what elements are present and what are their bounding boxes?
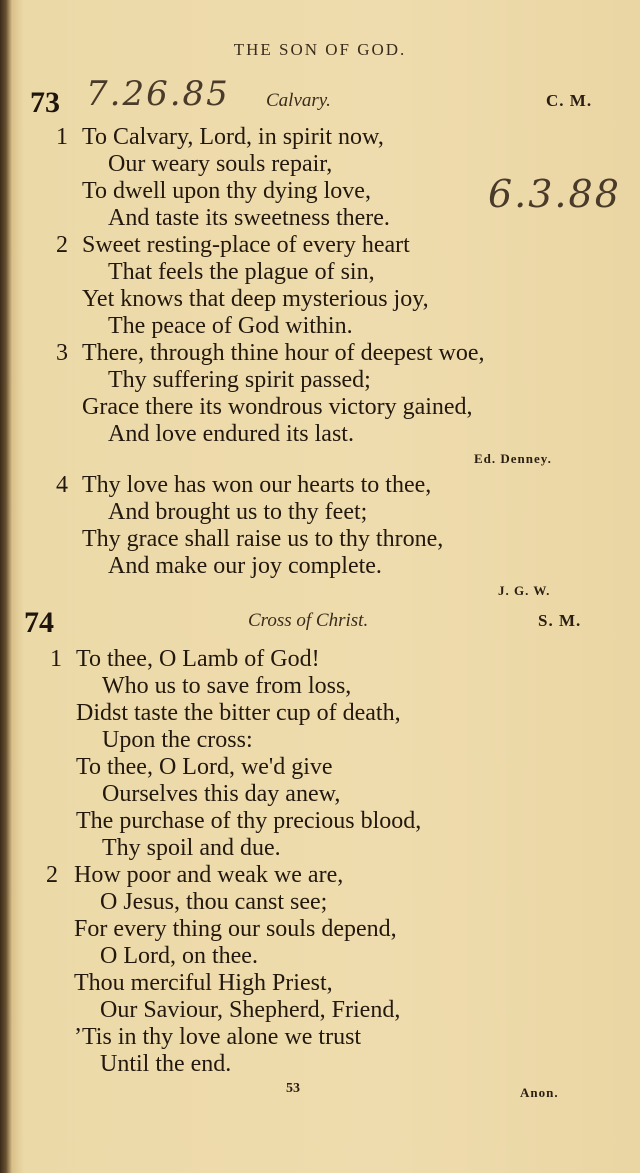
verse-line: To dwell upon thy dying love, — [82, 178, 371, 204]
verse-line: ’Tis in thy love alone we trust — [74, 1024, 362, 1050]
verse-line: To thee, O Lord, we'd give — [76, 754, 333, 780]
verse-line: Didst taste the bitter cup of death, — [76, 700, 401, 726]
page-number: 53 — [286, 1081, 300, 1096]
verse-line: Thy love has won our hearts to thee, — [82, 472, 432, 498]
verse-line: The purchase of thy precious blood, — [76, 808, 422, 834]
verse-line: Until the end. — [100, 1051, 232, 1077]
hymn-73-author-1: Ed. Denney. — [474, 451, 552, 466]
running-head: THE SON OF GOD. — [233, 40, 407, 59]
handwritten-margin-note: 6.3.88 — [488, 172, 621, 216]
verse-number: 4 — [56, 472, 68, 498]
hymn-73-title: Calvary. — [266, 90, 331, 111]
verse-number: 2 — [46, 862, 58, 888]
verse-line: Upon the cross: — [102, 727, 253, 753]
verse-line: For every thing our souls depend, — [74, 916, 397, 942]
verse-number: 1 — [50, 646, 62, 672]
verse-line: And love endured its last. — [108, 421, 354, 447]
verse-line: Who us to save from loss, — [102, 673, 352, 699]
verse-line: Thy suffering spirit passed; — [108, 367, 371, 393]
verse-line: O Lord, on thee. — [100, 943, 258, 969]
verse-number: 1 — [56, 124, 68, 150]
verse-line: O Jesus, thou canst see; — [100, 889, 328, 915]
verse-line: Ourselves this day anew, — [102, 781, 341, 807]
verse-line: And taste its sweetness there. — [108, 205, 390, 231]
verse-line: Yet knows that deep mysterious joy, — [82, 286, 429, 312]
verse-line: How poor and weak we are, — [74, 862, 344, 888]
verse-line: There, through thine hour of deepest woe, — [82, 340, 485, 366]
hymn-74-number: 74 — [24, 606, 54, 639]
verse-line: And make our joy complete. — [108, 553, 382, 579]
verse-line: And brought us to thy feet; — [108, 499, 368, 525]
verse-line: Thou merciful High Priest, — [74, 970, 333, 996]
verse-line: Sweet resting-place of every heart — [82, 232, 410, 258]
verse-line: That feels the plague of sin, — [108, 259, 375, 285]
hymn-73-number: 73 — [30, 86, 60, 119]
verse-line: Our weary souls repair, — [108, 151, 333, 177]
hymn-73-meter: C. M. — [546, 91, 593, 110]
verse-line: Our Saviour, Shepherd, Friend, — [100, 997, 401, 1023]
verse-number: 3 — [56, 340, 68, 366]
verse-line: Thy spoil and due. — [102, 835, 281, 861]
verse-line: To thee, O Lamb of God! — [76, 646, 320, 672]
handwritten-date: 7.26.85 — [86, 74, 230, 114]
hymn-74-author: Anon. — [520, 1085, 559, 1100]
hymn-74-meter: S. M. — [538, 611, 582, 630]
verse-line: Thy grace shall raise us to thy throne, — [82, 526, 444, 552]
verse-line: Grace there its wondrous victory gained, — [82, 394, 473, 420]
verse-line: To Calvary, Lord, in spirit now, — [82, 124, 384, 150]
hymn-74-title: Cross of Christ. — [248, 610, 369, 631]
verse-number: 2 — [56, 232, 68, 258]
verse-line: The peace of God within. — [108, 313, 353, 339]
hymn-73-author-2: J. G. W. — [498, 583, 551, 598]
